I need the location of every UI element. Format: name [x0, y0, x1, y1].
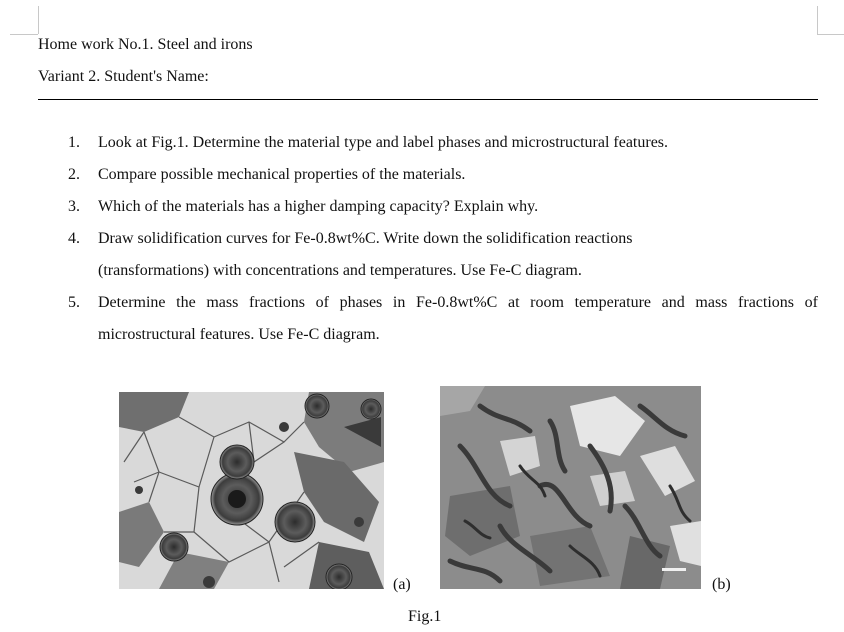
micrograph-b: [440, 386, 701, 589]
question-text-continued: microstructural features. Use Fe-C diagram.: [98, 326, 380, 343]
question-list: [60, 127, 818, 351]
crop-mark-top-left-vertical: [38, 6, 39, 34]
question-text: Draw solidification curves for Fe-0.8wt%C. Write down the solidification reactions: [98, 230, 633, 247]
question-item-1: [60, 127, 818, 159]
question-text-continued: (transformations) with concentrations and temperatures. Use Fe-C diagram.: [98, 262, 582, 279]
question-number: 4.: [68, 230, 80, 247]
question-item-2: [60, 159, 818, 191]
crop-mark-top-right-horizontal: [817, 34, 844, 35]
question-item-5: [60, 287, 818, 351]
question-text: Determine the mass fractions of phases in Fe-0.8wt%C at room temperature and mass fractions of: [98, 294, 818, 311]
question-text: Which of the materials has a higher damping capacity? Explain why.: [98, 198, 539, 215]
question-text: Compare possible mechanical properties of the materials.: [98, 166, 466, 183]
question-number: 3.: [68, 198, 80, 215]
micrograph-a: [119, 392, 384, 589]
crop-mark-top-left-horizontal: [10, 34, 38, 35]
figure-label-b: (b): [712, 576, 731, 593]
document-title: Home work No.1. Steel and irons: [38, 36, 253, 53]
question-text: Look at Fig.1. Determine the material type and label phases and microstructural features.: [98, 134, 669, 151]
question-item-4: [60, 223, 818, 287]
figure-caption: Fig.1: [408, 608, 442, 625]
question-number: 5.: [68, 294, 80, 311]
question-item-3: [60, 191, 818, 223]
question-number: 2.: [68, 166, 80, 183]
header-rule: [38, 99, 818, 100]
crop-mark-top-right-vertical: [817, 6, 818, 34]
question-number: 1.: [68, 134, 80, 151]
variant-student-name: Variant 2. Student's Name:: [38, 68, 209, 85]
figure-label-a: (a): [393, 576, 411, 593]
